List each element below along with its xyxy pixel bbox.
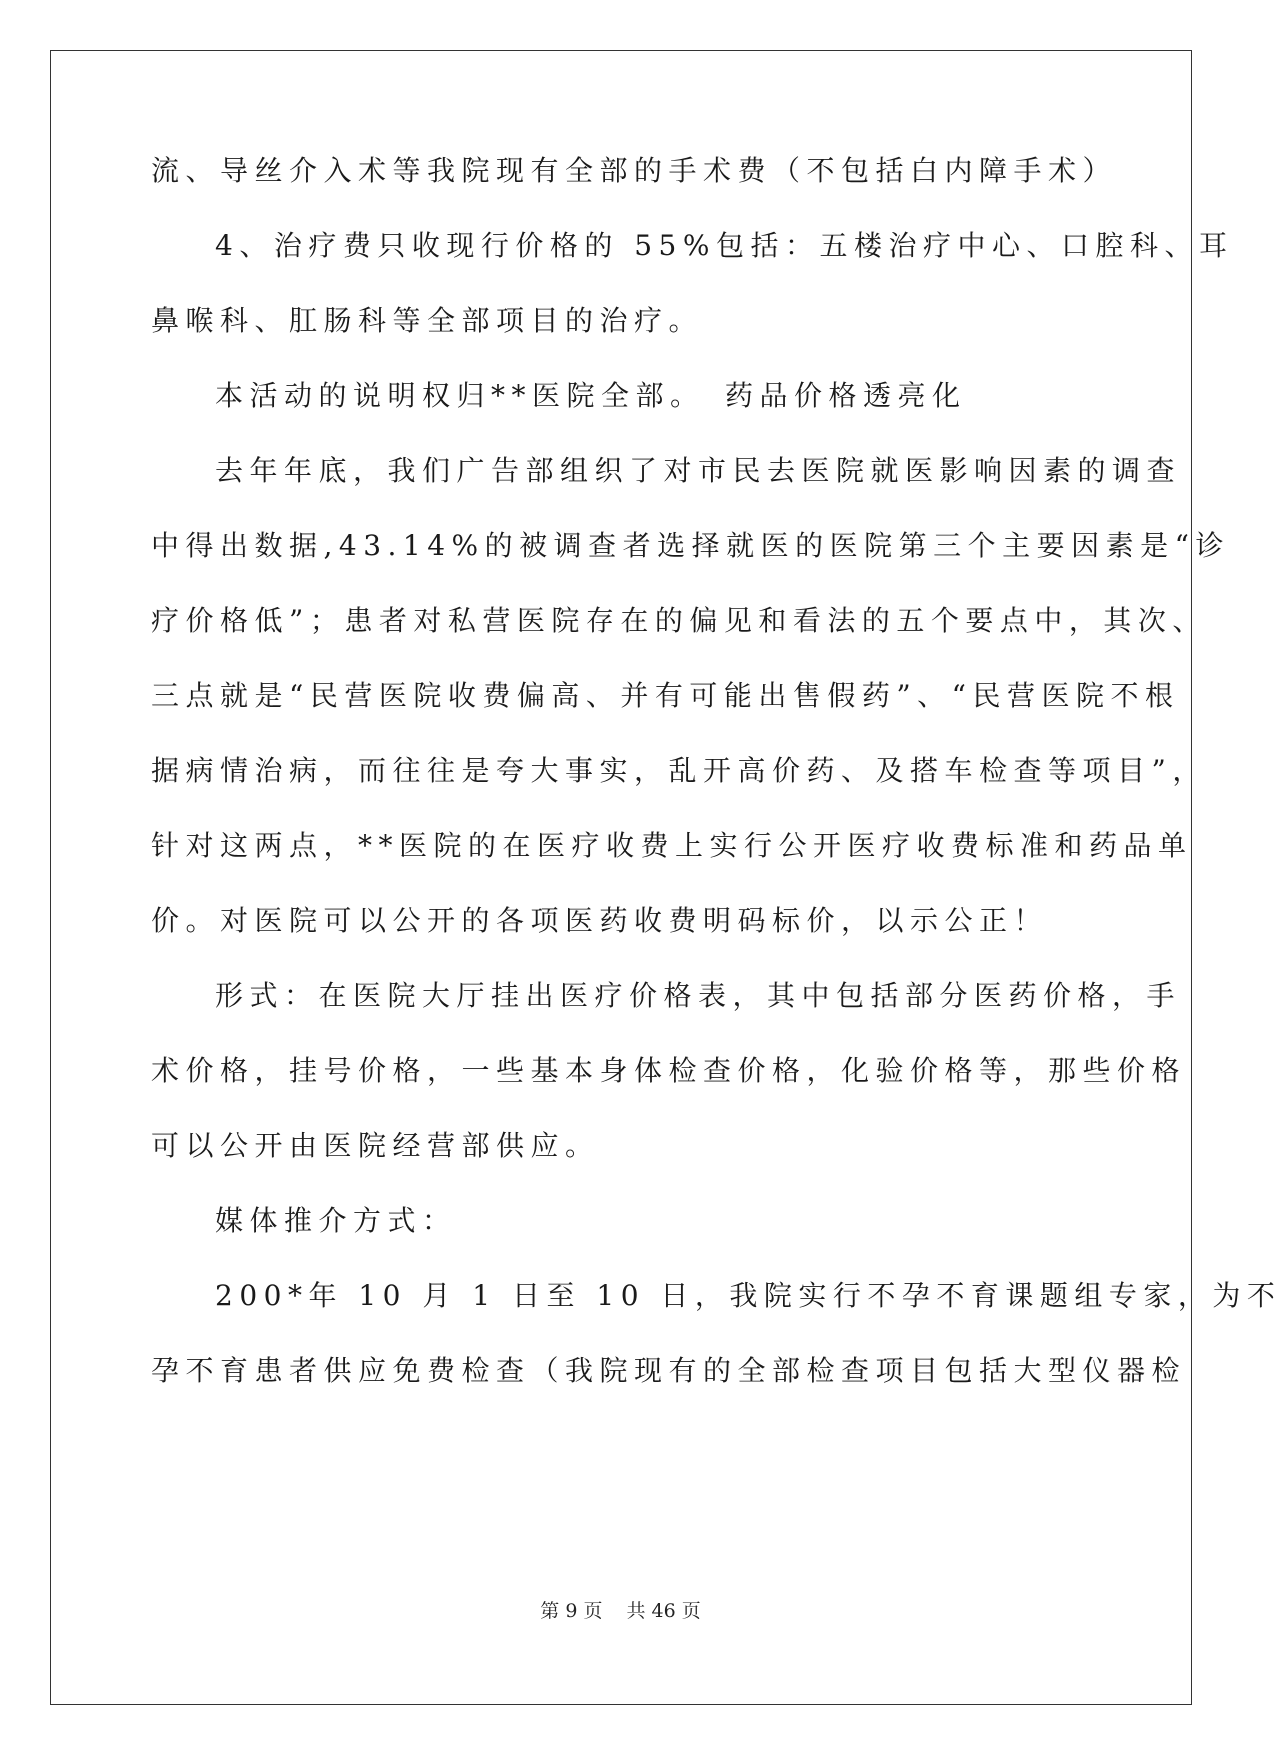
text-line: 4、治疗费只收现行价格的 55%包括：五楼治疗中心、口腔科、耳 bbox=[215, 229, 1234, 262]
text-line: 媒体推介方式： bbox=[215, 1204, 457, 1237]
text-line: 价。对医院可以公开的各项医药收费明码标价，以示公正！ bbox=[151, 904, 1049, 937]
text-line: 疗价格低”；患者对私营医院存在的偏见和看法的五个要点中，其次、 bbox=[151, 604, 1207, 637]
text-line: 流、导丝介入术等我院现有全部的手术费（不包括白内障手术） bbox=[151, 154, 1118, 187]
text-line: 200*年 10 月 1 日至 10 日，我院实行不孕不育课题组专家，为不 bbox=[215, 1279, 1281, 1312]
text-line: 中得出数据,43.14%的被调查者选择就医的医院第三个主要因素是“诊 bbox=[151, 529, 1230, 562]
text-line: 三点就是“民营医院收费偏高、并有可能出售假药”、“民营医院不根 bbox=[151, 679, 1180, 712]
text-line: 鼻喉科、肛肠科等全部项目的治疗。 bbox=[151, 304, 704, 337]
text-line: 可以公开由医院经营部供应。 bbox=[151, 1129, 600, 1162]
text-line: 去年年底，我们广告部组织了对市民去医院就医影响因素的调查 bbox=[215, 454, 1182, 487]
page-total: 共 46 页 bbox=[626, 1600, 701, 1622]
text-line: 形式：在医院大厅挂出医疗价格表，其中包括部分医药价格，手 bbox=[215, 979, 1182, 1012]
text-line: 本活动的说明权归**医院全部。 药品价格透亮化 bbox=[215, 379, 967, 412]
text-line: 针对这两点，**医院的在医疗收费上实行公开医疗收费标准和药品单 bbox=[151, 829, 1193, 862]
text-line: 据病情治病，而往往是夸大事实，乱开高价药、及搭车检查等项目”， bbox=[151, 754, 1207, 787]
page-number: 第 9 页 bbox=[540, 1600, 603, 1622]
page-border bbox=[50, 50, 1281, 1705]
page-footer bbox=[0, 1598, 1241, 1624]
text-line: 孕不育患者供应免费检查（我院现有的全部检查项目包括大型仪器检 bbox=[151, 1354, 1187, 1387]
text-line: 术价格，挂号价格，一些基本身体检查价格，化验价格等，那些价格 bbox=[151, 1054, 1187, 1087]
